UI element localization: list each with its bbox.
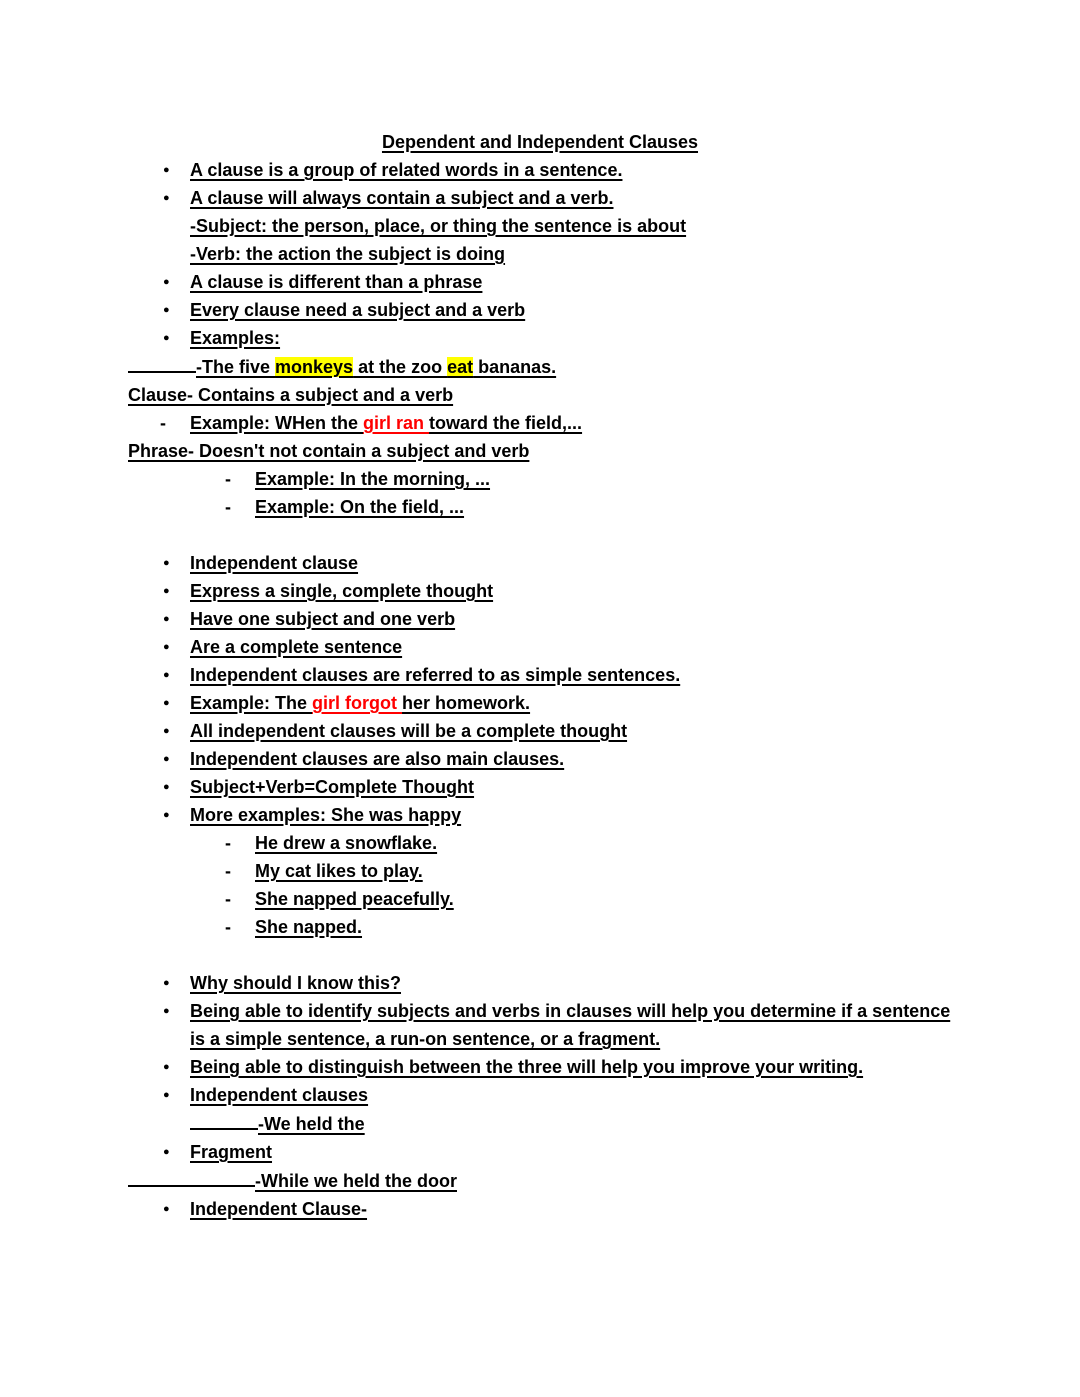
highlighted-text: eat <box>447 357 474 377</box>
bullet-icon: ● <box>163 1005 170 1017</box>
doc-line <box>128 885 952 913</box>
doc-line <box>128 801 952 829</box>
doc-line <box>128 717 952 745</box>
bullet-icon: ● <box>163 753 170 765</box>
doc-line <box>128 549 952 577</box>
dash-icon: - <box>225 497 231 517</box>
doc-line <box>128 1109 952 1138</box>
text-run: Independent clauses are referred to as simple sentences. <box>190 665 681 685</box>
dash-icon: - <box>225 833 231 853</box>
blank-underline <box>190 1109 258 1130</box>
text-run: -While we held the door <box>255 1171 457 1191</box>
text-run: Clause- Contains a subject and a verb <box>128 385 454 405</box>
doc-line <box>128 633 952 661</box>
text-run: A clause is different than a phrase <box>190 272 483 292</box>
text-run: her homework. <box>402 693 531 713</box>
bullet-icon: ● <box>163 1089 170 1101</box>
text-run: Are a complete sentence <box>190 637 403 657</box>
bullet-icon: ● <box>163 977 170 989</box>
blank-underline <box>128 1166 255 1187</box>
blank-underline <box>128 352 196 373</box>
bullet-icon: ● <box>163 669 170 681</box>
doc-line <box>128 409 952 437</box>
doc-line <box>128 1138 952 1166</box>
text-run: bananas. <box>473 357 557 377</box>
text-run: toward the field,... <box>429 413 583 433</box>
text-run: -The five <box>196 357 276 377</box>
bullet-icon: ● <box>163 641 170 653</box>
bullet-icon: ● <box>163 1061 170 1073</box>
doc-line <box>128 605 952 633</box>
doc-line <box>128 324 952 352</box>
dash-icon: - <box>225 469 231 489</box>
bullet-icon: ● <box>163 276 170 288</box>
text-run: He drew a snowflake. <box>255 833 438 853</box>
colored-text: girl ran <box>363 413 430 433</box>
highlighted-text: monkeys <box>275 357 354 377</box>
text-run: Express a single, complete thought <box>190 581 494 601</box>
bullet-icon: ● <box>163 164 170 176</box>
text-run: Example: On the field, ... <box>255 497 465 517</box>
doc-line <box>128 941 952 969</box>
text-run: -Subject: the person, place, or thing the sentence is about <box>190 216 687 236</box>
text-run: -We held the <box>258 1114 365 1134</box>
bullet-icon: ● <box>163 332 170 344</box>
text-run: Independent clauses <box>190 1085 369 1105</box>
doc-line <box>128 212 952 240</box>
text-run: Examples: <box>190 328 281 348</box>
doc-line <box>128 1053 952 1081</box>
text-run: She napped. <box>255 917 363 937</box>
text-run: Why should I know this? <box>190 973 401 993</box>
text-run: More examples: She was happy <box>190 805 462 825</box>
doc-line <box>128 689 952 717</box>
text-run: Example: The <box>190 693 313 713</box>
doc-line <box>128 240 952 268</box>
dash-icon: - <box>225 889 231 909</box>
text-run: All independent clauses will be a complete thought <box>190 721 628 741</box>
bullet-icon: ● <box>163 192 170 204</box>
text-run: She napped peacefully. <box>255 889 454 909</box>
text-run: Example: In the morning, ... <box>255 469 491 489</box>
doc-line <box>128 857 952 885</box>
text-run: Every clause need a subject and a verb <box>190 300 526 320</box>
colored-text: girl forgot <box>312 693 403 713</box>
bullet-icon: ● <box>163 1203 170 1215</box>
doc-line <box>128 521 952 549</box>
text-run: A clause will always contain a subject and a verb. <box>190 188 614 208</box>
dash-icon: - <box>160 413 166 433</box>
text-run: Independent clause <box>190 553 359 573</box>
bullet-icon: ● <box>163 697 170 709</box>
doc-line <box>128 577 952 605</box>
text-run: Being able to distinguish between the three will help you improve your writing. <box>190 1057 864 1077</box>
doc-title <box>128 128 952 156</box>
doc-line <box>128 268 952 296</box>
doc-line <box>128 661 952 689</box>
doc-line <box>128 1195 952 1223</box>
text-run: Phrase- Doesn't not contain a subject and verb <box>128 441 530 461</box>
doc-line <box>128 829 952 857</box>
dash-icon: - <box>225 861 231 881</box>
bullet-icon: ● <box>163 725 170 737</box>
text-run: Subject+Verb=Complete Thought <box>190 777 475 797</box>
bullet-icon: ● <box>163 809 170 821</box>
text-run: Being able to identify subjects and verbs in clauses will help you determine if a sentence is a simple sentence, a run-on sentence, or a fragment. <box>190 1001 951 1049</box>
text-run: Independent clauses are also main clauses. <box>190 749 565 769</box>
doc-line <box>128 184 952 212</box>
doc-line <box>128 493 952 521</box>
bullet-icon: ● <box>163 585 170 597</box>
doc-line <box>128 997 952 1053</box>
bullet-icon: ● <box>163 1146 170 1158</box>
text-run: Example: WHen the <box>190 413 364 433</box>
text-run: Fragment <box>190 1142 273 1162</box>
bullet-icon: ● <box>163 781 170 793</box>
doc-line <box>128 381 952 409</box>
doc-line <box>128 969 952 997</box>
bullet-icon: ● <box>163 557 170 569</box>
doc-line <box>128 913 952 941</box>
doc-line <box>128 156 952 184</box>
doc-line <box>128 296 952 324</box>
doc-line <box>128 1081 952 1109</box>
text-run: Dependent and Independent Clauses <box>381 132 699 152</box>
bullet-icon: ● <box>163 613 170 625</box>
dash-icon: - <box>225 917 231 937</box>
doc-line <box>128 437 952 465</box>
text-run: Have one subject and one verb <box>190 609 456 629</box>
doc-line <box>128 773 952 801</box>
text-run: A clause is a group of related words in a sentence. <box>190 160 623 180</box>
doc-line <box>128 745 952 773</box>
doc-line <box>128 352 952 381</box>
doc-line <box>128 465 952 493</box>
doc-line <box>128 1166 952 1195</box>
bullet-icon: ● <box>163 304 170 316</box>
text-run: at the zoo <box>353 357 448 377</box>
text-run: My cat likes to play. <box>255 861 423 881</box>
text-run: -Verb: the action the subject is doing <box>190 244 506 264</box>
text-run: Independent Clause- <box>190 1199 368 1219</box>
